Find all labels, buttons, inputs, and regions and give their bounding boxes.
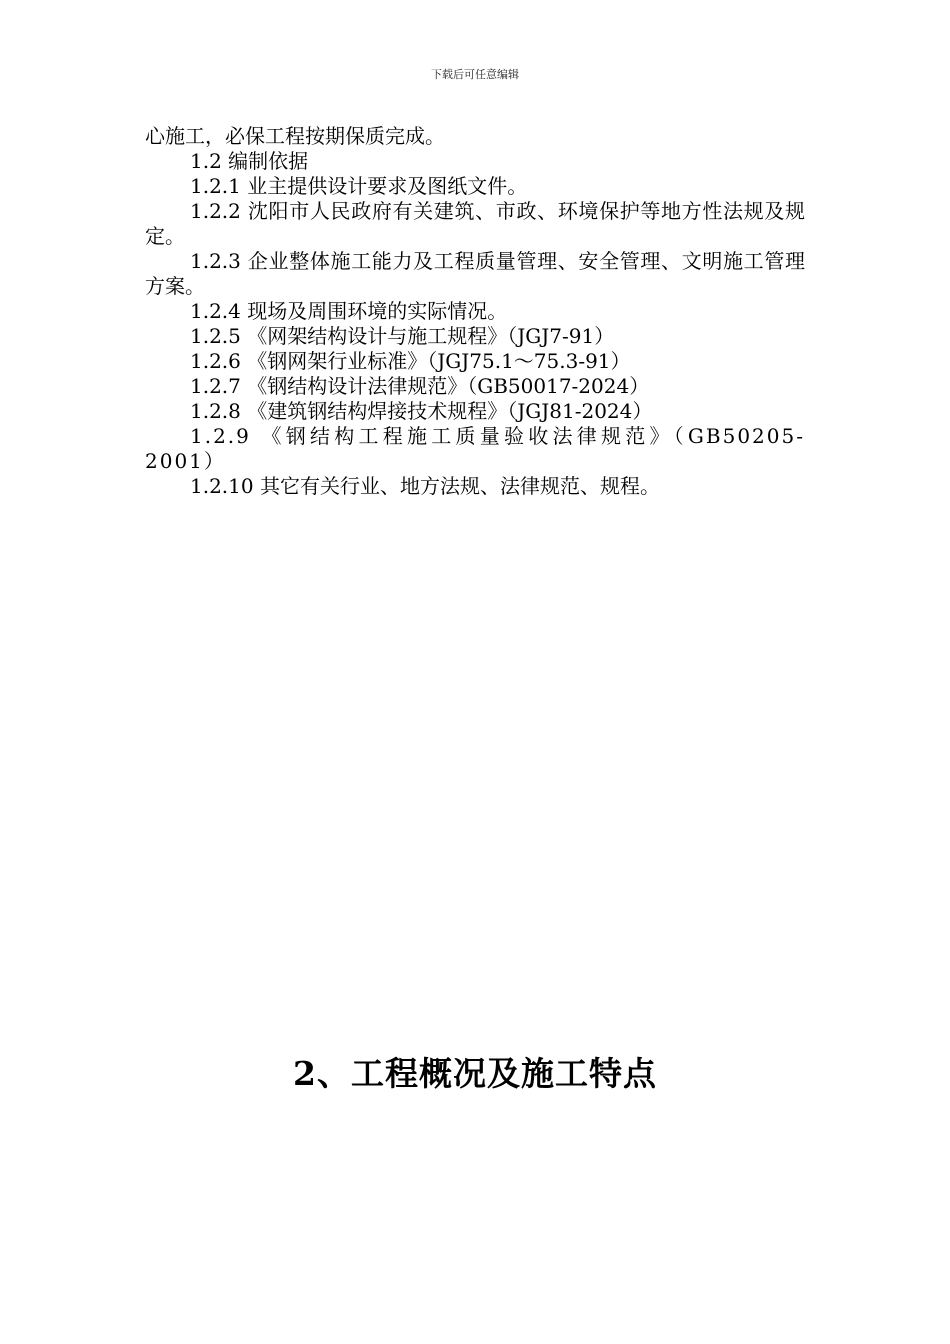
basis-item-1-2-1: 1.2.1 业主提供设计要求及图纸文件。 bbox=[190, 174, 528, 198]
page-header-note: 下载后可任意编辑 bbox=[431, 68, 519, 81]
basis-item-1-2-2: 1.2.2 沈阳市人民政府有关建筑、市政、环境保护等地方性法规及规定。 bbox=[145, 199, 805, 248]
section-heading: 2、工程概况及施工特点 bbox=[293, 1054, 657, 1093]
basis-item-1-2-8: 1.2.8 《建筑钢结构焊接技术规程》（JGJ81-2024） bbox=[190, 399, 653, 423]
document-body bbox=[145, 124, 805, 499]
basis-item-1-2-3: 1.2.3 企业整体施工能力及工程质量管理、安全管理、文明施工管理方案。 bbox=[145, 249, 805, 298]
basis-item-1-2-5: 1.2.5 《网架结构设计与施工规程》（JGJ7-91） bbox=[190, 324, 615, 348]
basis-item-1-2-6: 1.2.6 《钢网架行业标准》（JGJ75.1～75.3-91） bbox=[190, 349, 631, 373]
basis-item-1-2-7: 1.2.7 《钢结构设计法律规范》（GB50017-2024） bbox=[190, 374, 650, 398]
subsection-title: 1.2 编制依据 bbox=[190, 149, 309, 173]
basis-item-1-2-4: 1.2.4 现场及周围环境的实际情况。 bbox=[190, 299, 508, 323]
basis-item-1-2-9: 1.2.9 《钢结构工程施工质量验收法律规范》（GB50205-2001） bbox=[145, 424, 805, 473]
basis-item-1-2-10: 1.2.10 其它有关行业、地方法规、法律规范、规程。 bbox=[190, 474, 660, 498]
paragraph-continuation: 心施工，必保工程按期保质完成。 bbox=[145, 124, 445, 148]
